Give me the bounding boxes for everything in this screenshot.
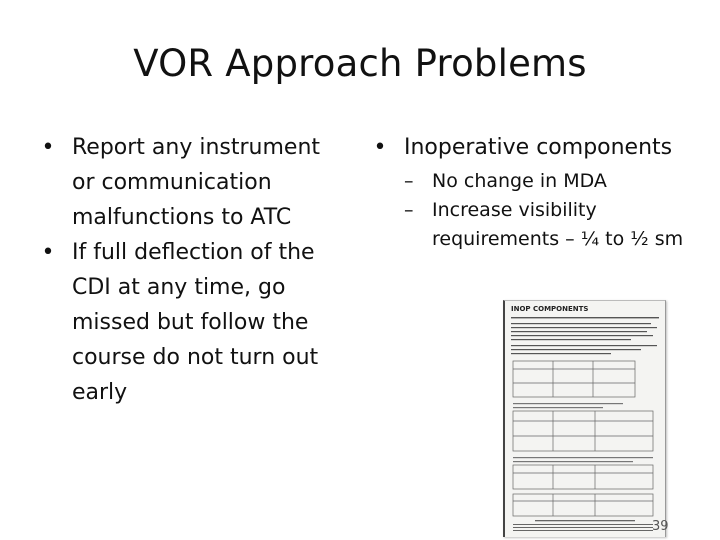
sub-bullet-item [370, 167, 700, 196]
page-number: 39 [652, 519, 669, 534]
bullet-item [38, 130, 338, 235]
bullet-dot-icon: • [41, 240, 55, 265]
document-heading: INOP COMPONENTS [511, 305, 589, 313]
sub-bullet-item [370, 196, 700, 254]
left-column [38, 130, 338, 410]
bullet-text: If full deflection of the CDI at any time, go missed but follow the course do not turn out early [72, 240, 319, 405]
bullet-item [38, 235, 338, 410]
scanned-document-image [503, 300, 666, 537]
right-column [370, 130, 700, 254]
scanned-document-icon [505, 301, 665, 537]
left-bullet-list [38, 130, 338, 410]
bullet-text: Inoperative components [404, 135, 673, 160]
right-bullet-list [370, 130, 700, 165]
sub-bullet-text: No change in MDA [432, 170, 607, 192]
bullet-item [370, 130, 700, 165]
dash-icon: – [404, 170, 414, 192]
slide-title: VOR Approach Problems [133, 42, 587, 85]
bullet-dot-icon: • [373, 135, 387, 160]
bullet-text: Report any instrument or communication malfunctions to ATC [72, 135, 321, 230]
sub-bullet-list [370, 167, 700, 254]
dash-icon: – [404, 199, 414, 221]
sub-bullet-text: Increase visibility requirements – ¼ to ½ sm [432, 199, 684, 250]
bullet-dot-icon: • [41, 135, 55, 160]
